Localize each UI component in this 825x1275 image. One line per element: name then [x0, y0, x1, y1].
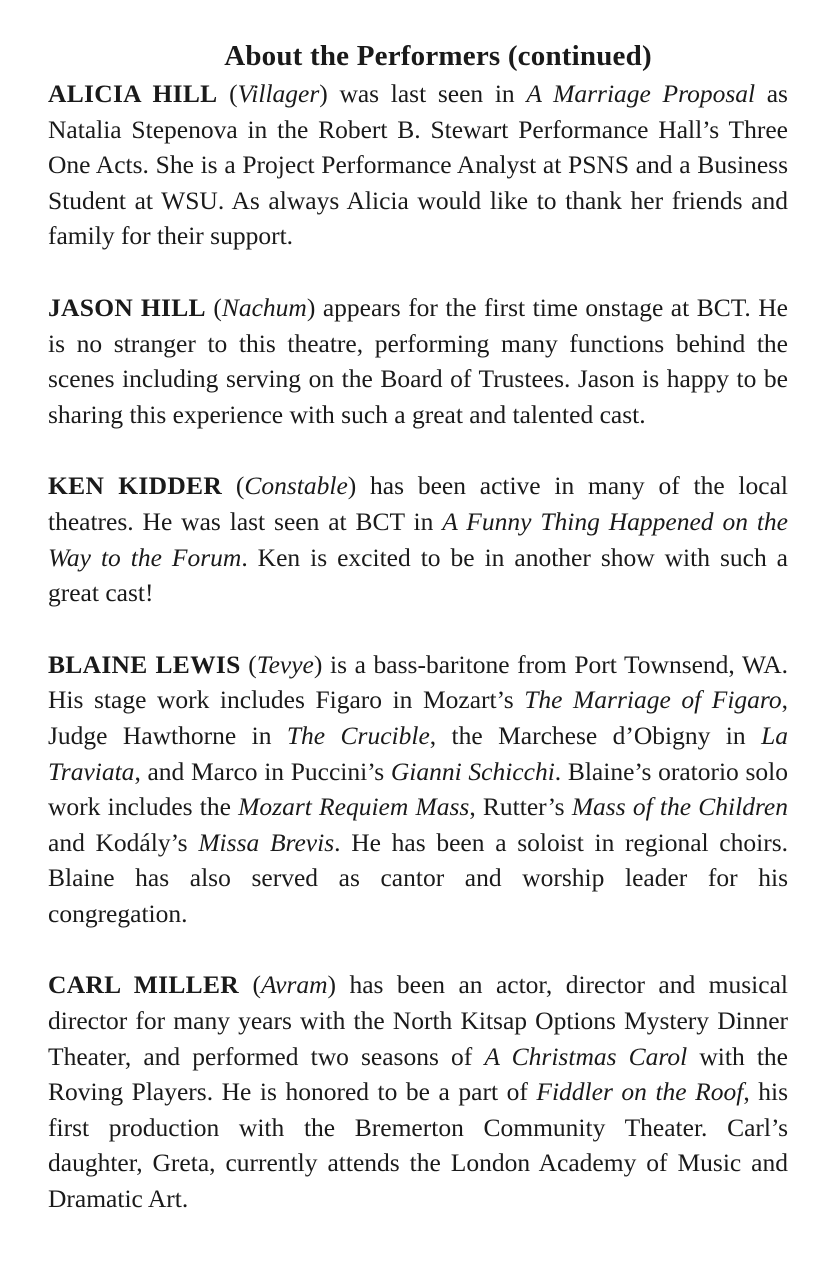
performer-bios — [48, 76, 788, 1217]
performer-role: Tevye — [256, 649, 314, 679]
bio-text: , his first production with the Bremerton Community Theater. Carl’s daughter, Greta, currently attends the London Academy of Music and Dramatic Art. — [48, 1077, 788, 1214]
work-title: Mozart Requiem Mass — [238, 792, 470, 822]
work-title: The Marriage of Figaro — [524, 685, 782, 715]
bio-text: was last seen in — [327, 79, 527, 108]
bio-text: appears for the first time onstage at BCT. He is no stranger to this theatre, performing many functions behind the scenes including serving on the Board of Trustees. Jason is happy to be sharing this experience with such a great and talented cast. — [48, 292, 788, 429]
bio-text: , Judge Hawthorne in — [48, 685, 789, 750]
work-title: Mass of the Children — [571, 792, 788, 822]
performer-role: Avram — [260, 970, 328, 1000]
performer-role: Villager — [237, 79, 320, 108]
performer-name: KEN KIDDER — [48, 471, 223, 501]
bio-text: . He has been a soloist in regional choirs. Blaine has also served as cantor and worship leader for his congregation. — [48, 827, 788, 928]
program-page — [48, 36, 788, 1217]
performer-bio: CARL MILLER (Avram) has been an actor, director and musical director for many years with the North Kitsap Options Mystery Dinner Theater, and performed two seasons of A Christmas Carol with the Roving Players. He is honored to be a part of Fiddler on the Roof, his first production with the Bremerton Community Theater. Carl’s daughter, Greta, currently attends the London Academy of Music and Dramatic Art. — [48, 970, 788, 1214]
bio-text: , Rutter’s — [469, 792, 572, 822]
work-title: A Marriage Proposal — [526, 79, 756, 108]
performer-name: CARL MILLER — [48, 970, 240, 1000]
bio-text: . Blaine’s oratorio solo work includes the — [48, 756, 788, 822]
performer-name: BLAINE LEWIS — [48, 649, 241, 679]
bio-text: , the Marchese d’Obigny in — [429, 720, 762, 750]
performer-bio: BLAINE LEWIS (Tevye) is a bass-baritone from Port Townsend, WA. His stage work includes Figaro in Mozart’s The Marriage of Figaro, Judge Hawthorne in The Crucible, the Marchese d’Obigny in La Traviata, and Marco in Puccini’s Gianni Schicchi. Blaine’s oratorio solo work includes the Mozart Requiem Mass, Rutter’s Mass of the Children and Kodály’s Missa Brevis. He has been a soloist in regional choirs. Blaine has also served as cantor and worship leader for his congregation. — [48, 649, 789, 928]
performer-role: Nachum — [221, 292, 307, 322]
bio-text: with the Roving Players. He is honored to be a part of — [48, 1041, 788, 1107]
performer-bio: JASON HILL (Nachum) appears for the first time onstage at BCT. He is no stranger to this theatre, performing many functions behind the scenes including serving on the Board of Trustees. Jason is happy to be sharing this experience with such a great and talented cast. — [48, 292, 788, 429]
performer-name: ALICIA HILL — [48, 79, 218, 108]
work-title: La Traviata — [48, 720, 788, 786]
bio-text: has been an actor, director and musical director for many years with the North Kitsap Options Mystery Dinner Theater, and performed two seasons of — [48, 970, 788, 1071]
bio-text: and Kodály’s — [48, 827, 199, 857]
page-title: About the Performers (continued) — [224, 40, 652, 72]
work-title: Gianni Schicchi — [390, 756, 555, 786]
bio-text: has been active in many of the local theatres. He was last seen at BCT in — [48, 471, 788, 536]
performer-bio: KEN KIDDER (Constable) has been active in many of the local theatres. He was last seen at BCT in A Funny Thing Happened on the Way to the Forum. Ken is excited to be in another show with such a great cast! — [48, 471, 788, 608]
bio-text: . Ken is excited to be in another show with such a great cast! — [48, 542, 788, 608]
bio-text: is a bass-baritone from Port Townsend, WA. His stage work includes Figaro in Mozart’s — [48, 649, 788, 715]
performer-role: Constable — [244, 471, 348, 501]
work-title: A Christmas Carol — [484, 1041, 688, 1071]
work-title: The Crucible — [286, 720, 430, 750]
bio-text: , and Marco in Puccini’s — [134, 756, 391, 786]
performer-bio: ALICIA HILL (Villager) was last seen in A Marriage Proposal as Natalia Stepenova in the Robert B. Stewart Performance Hall’s Three One Acts. She is a Project Performance Analyst at PSNS and a Business Student at WSU. As always Alicia would like to thank her friends and family for their support. — [48, 79, 788, 251]
work-title: A Funny Thing Happened on the Way to the Forum — [48, 506, 788, 572]
bio-text: as Natalia Stepenova in the Robert B. Stewart Performance Hall’s Three One Acts. She is a Project Performance Analyst at PSNS and a Business Student at WSU. As always Alicia would like to thank her friends and family for their support. — [48, 79, 788, 251]
work-title: Fiddler on the Roof — [536, 1077, 744, 1107]
work-title: Missa Brevis — [198, 827, 335, 857]
performer-name: JASON HILL — [48, 292, 206, 322]
